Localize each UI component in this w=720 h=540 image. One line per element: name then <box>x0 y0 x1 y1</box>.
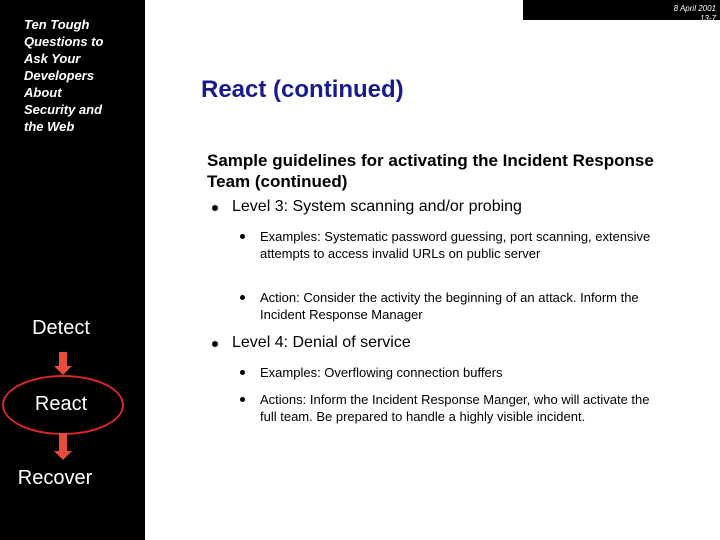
slide-title: React (continued) <box>201 76 404 103</box>
bullet-dot-icon <box>240 295 245 300</box>
page-number: 13-7 <box>699 14 716 23</box>
date-text: 8 April 2001 <box>673 4 716 13</box>
nav-detect[interactable]: Detect <box>32 317 90 339</box>
level-3-label: Level 3: System scanning and/or probing <box>232 198 522 215</box>
bullet-dot-icon <box>240 370 245 375</box>
nav-react[interactable]: React <box>34 393 88 415</box>
slide-date <box>674 4 716 24</box>
level-3-action-text: Action: Consider the activity the beginning of an attack. Inform the Incident Response Manager <box>260 290 639 322</box>
level-4-actions-text: Actions: Inform the Incident Response Manger, who will activate the full team. Be prepared to handle a highly visible incident. <box>260 392 650 424</box>
level-3-examples-text: Examples: Systematic password guessing, port scanning, extensive attempts to access invalid URLs on public server <box>260 229 651 261</box>
bullet-dot-icon <box>240 397 245 402</box>
level-4-examples-text: Examples: Overflowing connection buffers <box>260 365 503 380</box>
nav-recover[interactable]: Recover <box>17 467 93 489</box>
section-heading: Sample guidelines for activating the Incident Response Team (continued) <box>207 151 654 191</box>
bullet-dot-icon <box>212 205 218 211</box>
deck-title: Ten Tough Questions to Ask Your Developers About Security and the Web <box>24 17 104 134</box>
level-4-label: Level 4: Denial of service <box>232 334 411 351</box>
header-strip <box>145 0 523 20</box>
bullet-dot-icon <box>212 341 218 347</box>
bullet-dot-icon <box>240 234 245 239</box>
